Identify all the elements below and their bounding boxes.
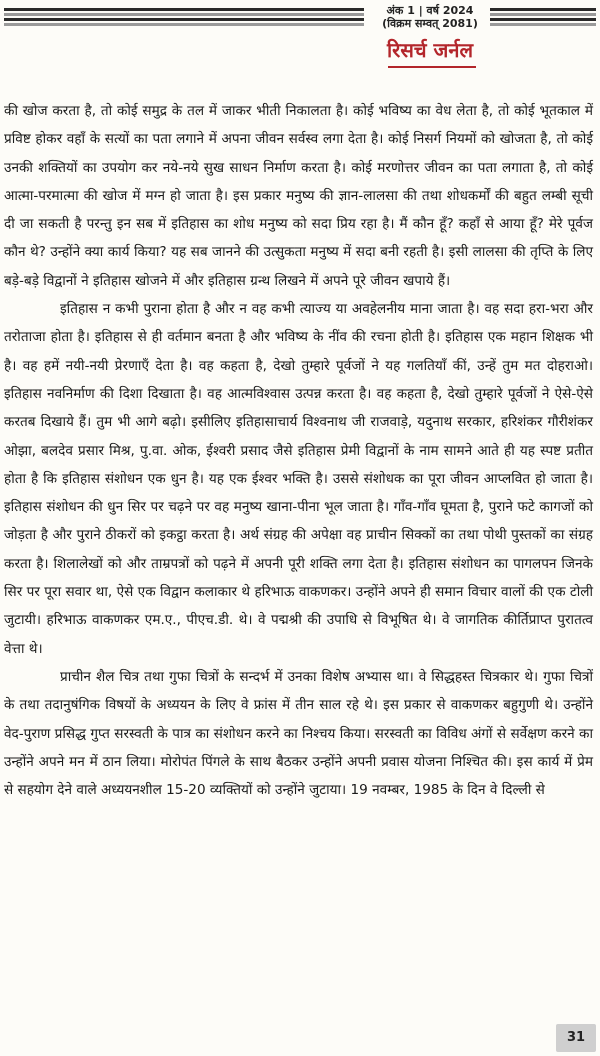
- issue-samvat: (विक्रम सम्वत् 2081): [382, 17, 478, 30]
- issue-info: [370, 4, 490, 30]
- article-body: [4, 97, 593, 804]
- page-number: 31: [556, 1024, 596, 1052]
- header-rule-left: [4, 8, 364, 28]
- issue-volume: अंक 1 | वर्ष 2024: [386, 4, 474, 17]
- header-rule-right: [490, 8, 596, 28]
- paragraph-2: इतिहास न कभी पुराना होता है और न वह कभी त्याज्य या अवहेलनीय माना जाता है। वह सदा हरा-भरा और तरोताजा होता है। इतिहास से ही वर्तमान बनता है और भविष्य के नींव की रचना होती है। इतिहास एक महान शिक्षक भी है। वह हमें नयी-नयी प्रेरणाएँ देता है। वह कहता है, देखो तुम्हारे पूर्वजों ने यह गलतियाँ कीं, उन्हें तुम मत दोहराओ। इतिहास नवनिर्माण की दिशा दिखाता है। वह आत्मविश्वास उत्पन्न करता है। वह कहता है, देखो तुम्हारे पूर्वजों ने ऐसे-ऐसे करतब दिखाये हैं। तुम भी आगे बढ़ो। इसीलिए इतिहासाचार्य विश्वनाथ जी राजवाड़े, यदुनाथ सरकार, हरिशंकर गौरीशंकर ओझा, बलदेव प्रसार मिश्र, पु.वा. ओक, ईश्वरी प्रसाद जैसे इतिहास प्रेमी विद्वानों के नाम सामने आते ही यह स्पष्ट प्रतीत होता है कि इतिहास संशोधन एक धुन है। यह एक ईश्वर भक्ति है। उससे संशोधक का पूरा जीवन आप्लवित हो जाता है। इतिहास संशोधन की धुन सिर पर चढ़ने पर वह मनुष्य खाना-पीना भूल जाता है। गाँव-गाँव घूमता है, पुराने फटे कागजों को जोड़ता है और पुराने ठीकरों को इकट्ठा करता है। अर्थ संग्रह की अपेक्षा वह प्राचीन सिक्कों का तथा पोथी पुस्तकों का संग्रह करता है। शिलालेखों को और ताम्रपत्रों को पढ़ने में अपनी पूरी शक्ति लगा देता है। इतिहास संशोधन का पागलपन जिनके सिर पर पूरा सवार था, ऐसे एक विद्वान कलाकार थे हरिभाऊ वाकणकर। उन्होंने अपने ही समान विचार वालों की एक टोली जुटायी। हरिभाऊ वाकणकर एम.ए., पीएच.डी. थे। वे पद्मश्री की उपाधि से विभूषित थे। वे जागतिक कीर्तिप्राप्त पुरातत्व वेत्ता थे।: [4, 301, 593, 657]
- journal-title: रिसर्च जर्नल: [386, 38, 474, 62]
- page-header: [0, 0, 600, 80]
- journal-title-underline: [388, 66, 476, 68]
- paragraph-3: प्राचीन शैल चित्र तथा गुफा चित्रों के सन्दर्भ में उनका विशेष अभ्यास था। वे सिद्धहस्त चित्रकार थे। गुफा चित्रों के तथा तदानुषंगिक विषयों के अध्ययन के लिए वे फ्रांस में तीन साल रहे थे। इस प्रकार से वाकणकर बहुगुणी थे। उन्होंने वेद-पुराण प्रसिद्ध गुप्त सरस्वती के पात्र का संशोधन करने का निश्चय किया। सरस्वती का विविध अंगों से सर्वेक्षण करने का उन्होंने अपने मन में ठान लिया। मोरोपंत पिंगले के साथ बैठकर उन्होंने अपनी प्रवास योजना निश्चित की। इस कार्य में प्रेम से सहयोग देने वाले अध्ययनशील 15-20 व्यक्तियों को उन्होंने जुटाया। 19 नवम्बर, 1985 के दिन वे दिल्ली से: [4, 668, 593, 799]
- paragraph-1: की खोज करता है, तो कोई समुद्र के तल में जाकर भीती निकालता है। कोई भविष्य का वेध लेता है, तो कोई भूतकाल में प्रविष्ट होकर वहाँ के सत्यों का पता लगाने में अपना जीवन सर्वस्व लगा देता है। कोई निसर्ग नियमों को खोजता है, तो कोई उनकी शक्तियों का उपयोग कर नये-नये सुख साधन निर्माण करता है। कोई मरणोत्तर जीवन का पता लगाता है, तो कोई आत्मा-परमात्मा की खोज में मग्न हो जाता है। इस प्रकार मनुष्य की ज्ञान-लालसा की तथा शोधकर्मों की बहुत लम्बी सूची दी जा सकती है परन्तु इन सब में इतिहास का शोध मनुष्य को सदा प्रिय रहा है। मैं कौन हूँ? कहाँ से आया हूँ? मेरे पूर्वज कौन थे? उन्होंने क्या कार्य किया? यह सब जानने की उत्सुकता मनुष्य में सदा बनी रहती है। इसी लालसा की तृप्ति के लिए बड़े-बड़े विद्वानों ने इतिहास खोजने में और इतिहास ग्रन्थ लिखने में अपने पूरे जीवन खपाये हैं।: [4, 103, 593, 289]
